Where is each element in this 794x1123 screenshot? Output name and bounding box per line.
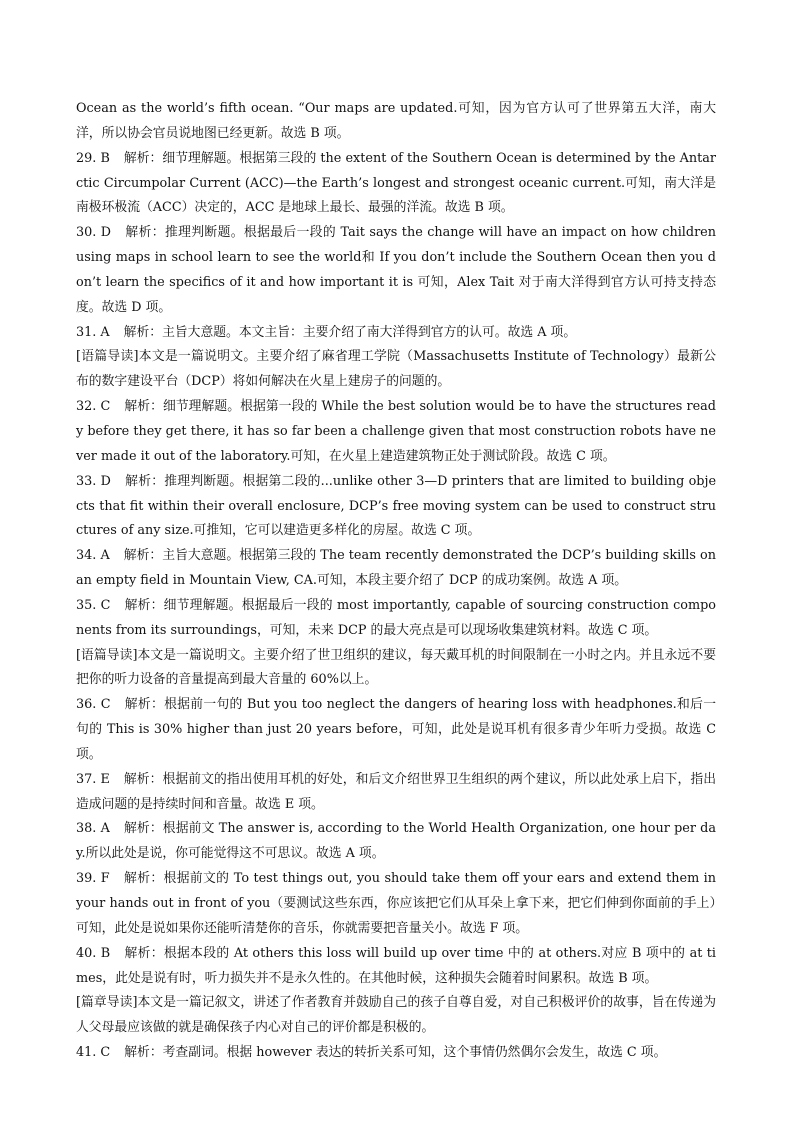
paragraph-continuation	[76, 97, 716, 147]
answer-31	[76, 321, 716, 346]
para-text: 根据本段的 At others this loss will build up over time 中的 at others.对应 B 项中的 at times，此处是说有时，听力损失并不是永久性的。在其他时候，这种损失会随着时间累积。故选 B 项。	[76, 945, 716, 986]
para-text: [语篇导读]本文是一篇说明文。主要介绍了麻省理工学院（Massachusetts Institute of Technology）最新公布的数字建设平台（DCP）将如何解决在火星上建房子的问题的。	[76, 349, 716, 390]
answer-40	[76, 942, 716, 992]
answer-34	[76, 544, 716, 594]
answer-number: 36. C	[76, 697, 111, 713]
answer-explanations	[76, 97, 716, 1066]
para-text: 主旨大意题。根据第三段的 The team recently demonstrated the DCP’s building skills on an empty field in Mountain View, CA.可知，本段主要介绍了 DCP 的成功案例。故选 A 项。	[76, 548, 716, 589]
answer-number: 38. A	[76, 821, 110, 837]
analysis-label: 解析：	[125, 225, 165, 241]
para-text: 细节理解题。根据第一段的 While the best solution would be to have the structures ready before they get there, it has so far been a challenge given that most construction robots have never made it out of the laboratory.可知，在火星上建造建筑物正处于测试阶段。故选 C 项。	[76, 399, 717, 464]
answer-number: 32. C	[76, 399, 111, 415]
answer-41	[76, 1041, 716, 1066]
answer-number: 39. F	[76, 871, 110, 887]
para-text: 根据前一句的 But you too neglect the dangers of hearing loss with headphones.和后一句的 This is 30% higher than just 20 years before，可知，此处是说耳机有很多青少年听力受损。故选 C 项。	[76, 697, 717, 762]
answer-number: 35. C	[76, 597, 111, 613]
para-text: 推理判断题。根据最后一段的 Tait says the change will have an impact on how children using maps in school learn to see the world和 If you don’t include the Southern Ocean then you don’t learn the specifics of it and how important it is 可知，Alex Tait 对于南大洋得到官方认可持支持态度。故选 D 项。	[76, 225, 717, 315]
para-text: 根据前文的 To test things out, you should take them off your ears and extend them in your hands out in front of you（要测试这些东西，你应该把它们从耳朵上拿下来，把它们伸到你面前的手上）可知，此处是说如果你还能听清楚你的音乐，你就需要把音量关小。故选 F 项。	[76, 871, 716, 936]
answer-number: 29. B	[76, 150, 110, 166]
para-text: 根据前文的指出使用耳机的好处，和后文介绍世界卫生组织的两个建议，所以此处承上启下，指出造成问题的是持续时间和音量。故选 E 项。	[76, 771, 717, 812]
para-text: Ocean as the world’s fifth ocean. “Our maps are updated.可知，因为官方认可了世界第五大洋，南大洋，所以协会官员说地图已经更新。故选 B 项。	[76, 101, 716, 141]
analysis-label: 解析：	[124, 399, 163, 415]
answer-number: 41. C	[76, 1045, 111, 1061]
analysis-label: 解析：	[123, 771, 163, 787]
para-text: 推理判断题。根据第二段的...unlike other 3—D printers that are limited to building objects that fit within their overall enclosure, DCP’s free moving system can be used to construct structures of any size.可推知，它可以建造更多样化的房屋。故选 C 项。	[76, 473, 717, 539]
answer-35	[76, 594, 716, 644]
answer-37	[76, 768, 716, 818]
para-text: 细节理解题。根据第三段的 the extent of the Southern Ocean is determined by the Antarctic Circumpolar Current (ACC)—the Earth’s longest and strongest oceanic current.可知，南大洋是南极环极流（ACC）决定的，ACC 是地球上最长、最强的洋流。故选 B 项。	[76, 150, 716, 216]
analysis-label: 解析：	[123, 150, 163, 166]
answer-29	[76, 147, 716, 222]
analysis-label: 解析：	[123, 548, 163, 564]
para-text: 考查副词。根据 however 表达的转折关系可知，这个事情仍然偶尔会发生，故选 C 项。	[162, 1045, 667, 1061]
passage-guide	[76, 991, 716, 1041]
answer-32	[76, 395, 716, 470]
answer-33	[76, 470, 716, 545]
answer-number: 34. A	[76, 548, 110, 564]
passage-guide	[76, 644, 716, 694]
answer-number: 37. E	[76, 771, 110, 787]
para-text: 主旨大意题。本文主旨：主要介绍了南大洋得到官方的认可。故选 A 项。	[162, 324, 577, 340]
passage-guide	[76, 345, 716, 395]
para-text: 根据前文 The answer is, according to the World Health Organization, one hour per day.所以此处是说，你可能觉得这不可思议。故选 A 项。	[76, 821, 716, 862]
analysis-label: 解析：	[124, 697, 165, 713]
answer-30	[76, 221, 716, 320]
para-text: [篇章导读]本文是一篇记叙文，讲述了作者教育并鼓励自己的孩子自尊自爱，对自己积极评价的故事，旨在传递为人父母最应该做的就是确保孩子内心对自己的评价都是积极的。	[76, 995, 716, 1036]
analysis-label: 解析：	[123, 871, 164, 887]
answer-number: 40. B	[76, 945, 111, 961]
analysis-label: 解析：	[123, 324, 163, 340]
analysis-label: 解析：	[124, 473, 165, 489]
answer-number: 33. D	[76, 473, 111, 489]
answer-38	[76, 817, 716, 867]
para-text: 细节理解题。根据最后一段的 most importantly, capable of sourcing construction components from its surroundings，可知，未来 DCP 的最大亮点是可以现场收集建筑材料。故选 C 项。	[76, 597, 716, 638]
answer-number: 31. A	[76, 324, 110, 340]
answer-39	[76, 867, 716, 942]
analysis-label: 解析：	[123, 821, 163, 837]
analysis-label: 解析：	[124, 945, 164, 961]
analysis-label: 解析：	[124, 597, 164, 613]
analysis-label: 解析：	[124, 1045, 163, 1061]
answer-number: 30. D	[76, 225, 112, 241]
para-text: [语篇导读]本文是一篇说明文。主要介绍了世卫组织的建议，每天戴耳机的时间限制在一小时之内。并且永远不要把你的听力设备的音量提高到最大音量的 60%以上。	[76, 647, 716, 688]
answer-36	[76, 693, 716, 768]
